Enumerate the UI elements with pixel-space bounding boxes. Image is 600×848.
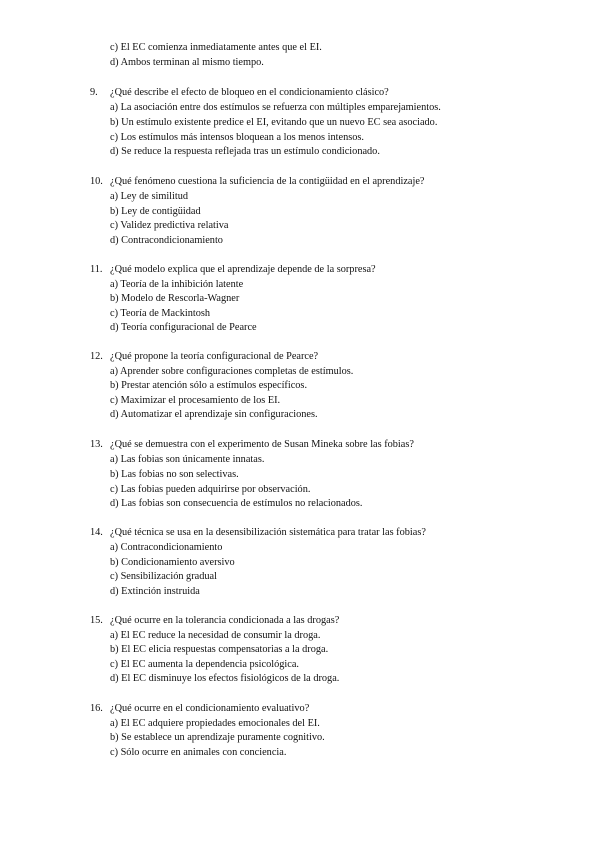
question-number: 16. [90, 703, 103, 714]
question-text: ¿Qué describe el efecto de bloqueo en el condicionamiento clásico? [110, 87, 389, 98]
option-line: d) El EC disminuye los efectos fisiológicos de la droga. [110, 673, 340, 684]
option-line: d) Se reduce la respuesta reflejada tras un estímulo condicionado. [110, 146, 380, 157]
option-line: b) El EC elicia respuestas compensatorias a la droga. [110, 644, 329, 655]
option-line: c) Sensibilización gradual [110, 571, 217, 582]
option-line: a) El EC adquiere propiedades emocionales del EI. [110, 718, 320, 729]
option-line: b) Condicionamiento aversivo [110, 557, 235, 568]
question-number: 11. [90, 264, 103, 275]
question-number: 15. [90, 615, 103, 626]
option-line: d) Las fobias son consecuencia de estímulos no relacionados. [110, 498, 363, 509]
option-line: c) Maximizar el procesamiento de los EI. [110, 395, 281, 406]
option-line: c) Los estímulos más intensos bloquean a los menos intensos. [110, 132, 364, 143]
option-line: a) Ley de similitud [110, 191, 189, 202]
option-line: a) Teoría de la inhibición latente [110, 279, 244, 290]
option-line: d) Contracondicionamiento [110, 235, 223, 246]
question-text: ¿Qué fenómeno cuestiona la suficiencia de la contigüidad en el aprendizaje? [110, 176, 425, 187]
question-text: ¿Qué técnica se usa en la desensibilización sistemática para tratar las fobias? [110, 527, 426, 538]
option-line: a) La asociación entre dos estímulos se refuerza con múltiples emparejamientos. [110, 102, 441, 113]
option-line: a) Las fobias son únicamente innatas. [110, 454, 265, 465]
option-line: c) Las fobias pueden adquirirse por observación. [110, 484, 311, 495]
option-line: b) Ley de contigüidad [110, 206, 201, 217]
question-text: ¿Qué ocurre en el condicionamiento evaluativo? [110, 703, 310, 714]
option-line: d) Ambos terminan al mismo tiempo. [110, 57, 264, 68]
option-line: c) Sólo ocurre en animales con conciencia. [110, 747, 287, 758]
question-number: 10. [90, 176, 103, 187]
option-line: d) Automatizar el aprendizaje sin configuraciones. [110, 409, 318, 420]
option-line: c) El EC aumenta la dependencia psicológica. [110, 659, 299, 670]
question-text: ¿Qué propone la teoría configuracional de Pearce? [110, 351, 319, 362]
question-number: 12. [90, 351, 103, 362]
question-text: ¿Qué modelo explica que el aprendizaje depende de la sorpresa? [110, 264, 376, 275]
option-line: b) Las fobias no son selectivas. [110, 469, 239, 480]
question-text: ¿Qué ocurre en la tolerancia condicionada a las drogas? [110, 615, 340, 626]
question-number: 13. [90, 439, 103, 450]
option-line: c) El EC comienza inmediatamente antes que el EI. [110, 42, 322, 53]
option-line: c) Teoría de Mackintosh [110, 308, 211, 319]
option-line: b) Se establece un aprendizaje puramente cognitivo. [110, 732, 325, 743]
question-text: ¿Qué se demuestra con el experimento de Susan Mineka sobre las fobias? [110, 439, 414, 450]
option-line: b) Prestar atención sólo a estímulos específicos. [110, 380, 308, 391]
option-line: d) Extinción instruida [110, 586, 200, 597]
option-line: a) El EC reduce la necesidad de consumir la droga. [110, 630, 321, 641]
option-line: b) Un estímulo existente predice el EI, evitando que un nuevo EC sea asociado. [110, 117, 438, 128]
option-line: a) Aprender sobre configuraciones completas de estímulos. [110, 366, 354, 377]
question-number: 14. [90, 527, 103, 538]
option-line: d) Teoría configuracional de Pearce [110, 322, 257, 333]
option-line: a) Contracondicionamiento [110, 542, 223, 553]
option-line: c) Validez predictiva relativa [110, 220, 229, 231]
option-line: b) Modelo de Rescorla-Wagner [110, 293, 240, 304]
question-number: 9. [90, 87, 98, 98]
